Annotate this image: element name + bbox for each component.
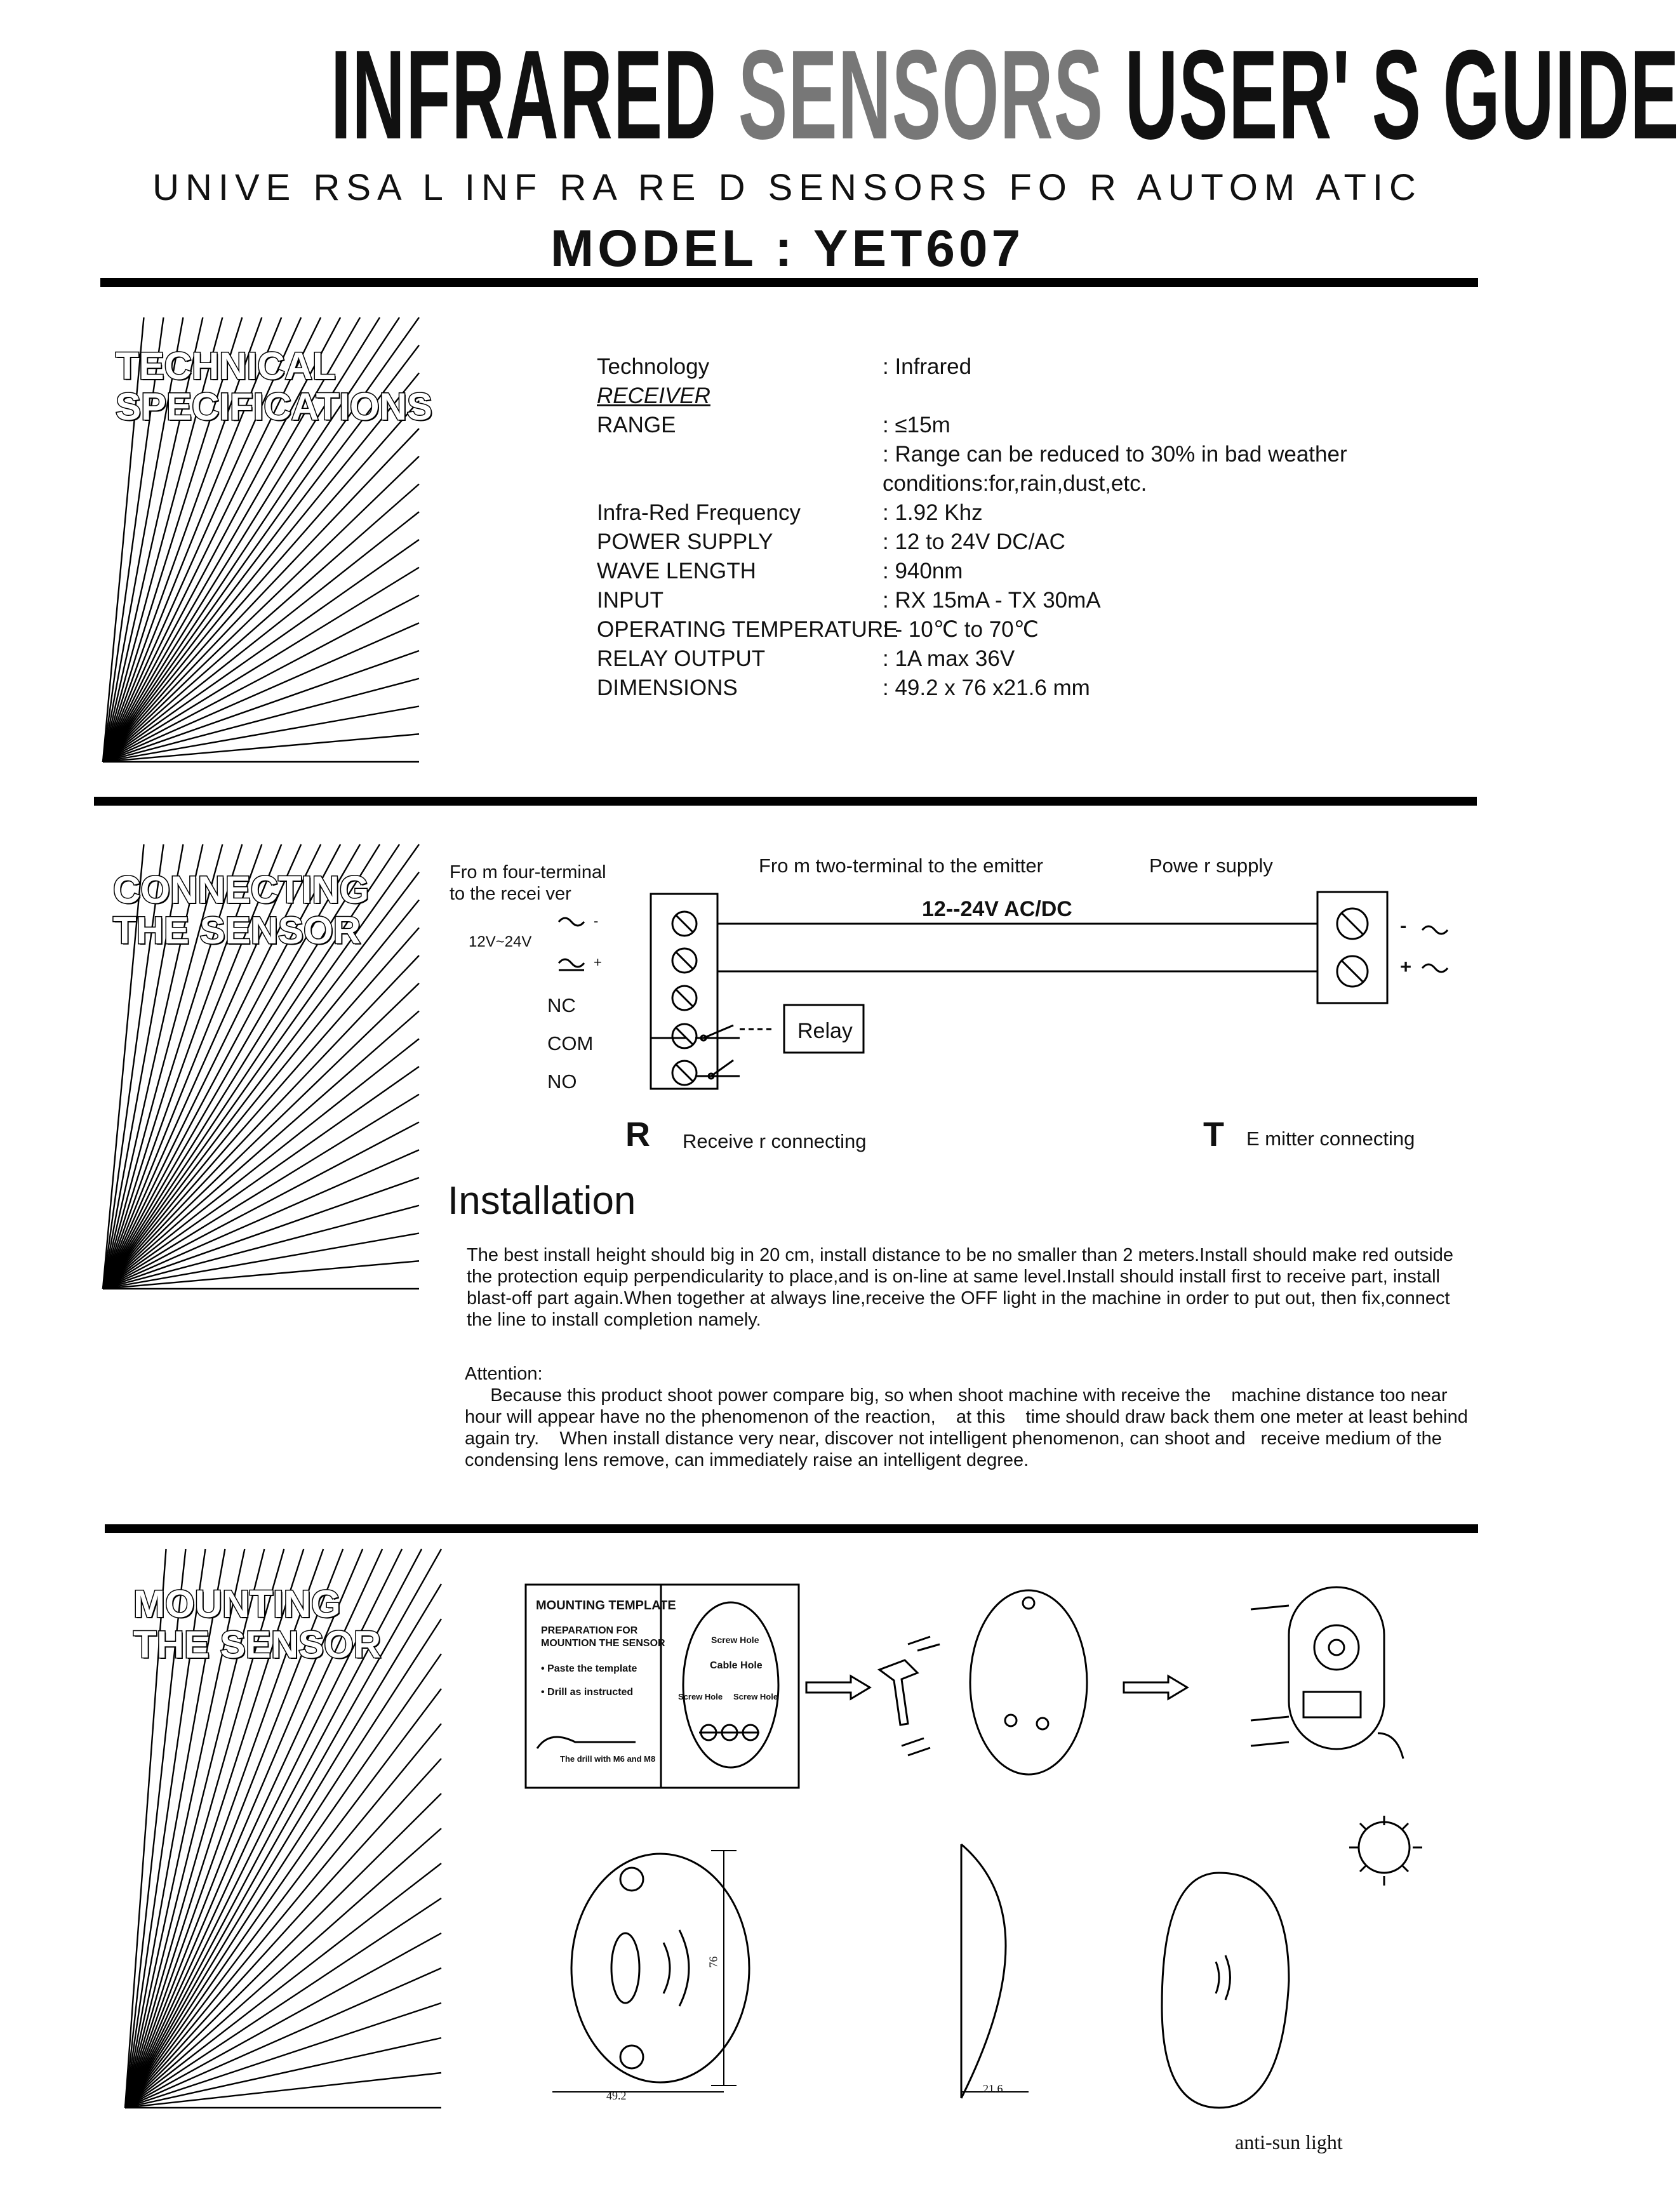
spec-value: : 1.92 Khz	[883, 500, 983, 525]
anti-sun-light-label: anti-sun light	[1235, 2131, 1343, 2153]
section-divider-2	[105, 1524, 1478, 1533]
label-com: COM	[547, 1032, 594, 1055]
installation-title: Installation	[448, 1179, 636, 1223]
spec-label: Technology	[597, 354, 710, 379]
arrow-icon	[806, 1676, 870, 1699]
dimension-depth: 21.6	[983, 2082, 1003, 2095]
receiver-connecting-label: Receive r connecting	[683, 1130, 867, 1152]
section-divider-1	[94, 797, 1477, 806]
model-number: MODEL : YET607	[550, 220, 1025, 277]
template-bullet1: • Paste the template	[541, 1663, 637, 1674]
hammer-icon	[879, 1660, 917, 1725]
spec-value: : ≤15m	[883, 413, 950, 437]
spec-label: WAVE LENGTH	[597, 559, 756, 583]
receiver-letter: R	[625, 1115, 650, 1154]
section-title-mounting: MOUNTING THE SENSOR	[133, 1583, 382, 1666]
label-voltage-range: 12V~24V	[469, 933, 532, 950]
screw-hole-right: Screw Hole	[733, 1692, 778, 1701]
template-sub2: MOUNTION THE SENSOR	[541, 1638, 665, 1649]
label-from-four-terminal: Fro m four-terminal	[450, 862, 606, 882]
sensor-front-view	[571, 1854, 749, 2082]
emitter-letter: T	[1203, 1115, 1224, 1154]
dimension-height: 76	[707, 1956, 720, 1968]
dimension-drawings	[540, 1835, 1429, 2101]
label-voltage: 12--24V AC/DC	[922, 897, 1072, 921]
mounting-steps-illustration	[806, 1574, 1441, 1803]
spec-value: : Range can be reduced to 30% in bad weather	[883, 442, 1347, 467]
label-from-two-terminal: Fro m two-terminal to the emitter	[759, 855, 1043, 877]
attention-paragraph: Because this product shoot power compare big, so when shoot machine with receive the machine distance too near hour will appear have no the phenomenon of the reaction, at this time should draw back them one meter at least behind again try. When install distance very near, discover not intelligent phenomenon, can shoot and receive medium of the condensing lens remove, can immediately raise an intelligent degree.	[465, 1385, 1473, 1470]
spec-value: : 12 to 24V DC/AC	[883, 529, 1065, 554]
section-title-connecting: CONNECTING THE SENSOR	[113, 868, 370, 952]
minus-sign-tx: -	[1400, 914, 1407, 936]
spec-value: : 49.2 x 76 x21.6 mm	[883, 675, 1090, 700]
spec-label: RECEIVER	[597, 383, 710, 408]
spec-value: : - 10℃ to 70℃	[883, 617, 1039, 642]
spec-label: OPERATING TEMPERATURE	[597, 617, 898, 642]
plus-sign-tx: +	[1400, 955, 1412, 978]
header-divider	[100, 278, 1478, 287]
document-subtitle: UNIVE RSA L INF RA RE D SENSORS FO R AUTOM ATIC	[152, 167, 1422, 208]
attention-label: Attention:	[465, 1364, 543, 1384]
installation-paragraph: The best install height should big in 20 cm, install distance to be no smaller than 2 meters.Install should make red outside the protection equip perpendicularity to place,and is on-line at same level.Install should install first to receive part, install blast-off part again.When together at always line,receive the OFF light in the machine in order to put out, then fix,connect the line to install completion namely.	[467, 1245, 1453, 1330]
sensor-angled-view	[1162, 1873, 1289, 2108]
section-title-technical-specifications: TECHNICAL SPECIFICATIONS	[116, 345, 432, 428]
spec-label: DIMENSIONS	[597, 675, 738, 700]
spec-value: : Infrared	[883, 354, 972, 379]
template-title: MOUNTING TEMPLATE	[536, 1599, 676, 1613]
spec-label: Infra-Red Frequency	[597, 500, 801, 525]
label-nc: NC	[547, 994, 576, 1016]
label-to-receiver: to the recei ver	[450, 884, 571, 904]
arrow-icon-2	[1124, 1676, 1187, 1699]
spec-value: : 1A max 36V	[883, 646, 1015, 671]
screw-hole-top: Screw Hole	[711, 1635, 759, 1645]
template-bullet2: • Drill as instructed	[541, 1687, 634, 1698]
drill-note: The drill with M6 and M8	[560, 1754, 656, 1764]
spec-value: : 940nm	[883, 559, 963, 583]
screw-hole-left: Screw Hole	[678, 1692, 723, 1701]
spec-label: INPUT	[597, 588, 663, 613]
spec-label: RANGE	[597, 413, 676, 437]
label-power-supply: Powe r supply	[1149, 855, 1273, 877]
spec-value: conditions:for,rain,dust,etc.	[883, 471, 1147, 496]
emitter-connecting-label: E mitter connecting	[1246, 1128, 1415, 1150]
label-no: NO	[547, 1070, 577, 1093]
minus-sign-rx: -	[594, 913, 599, 929]
dimension-width: 49.2	[606, 2089, 627, 2102]
plus-sign-rx: +	[594, 954, 602, 970]
sensor-side-view	[961, 1844, 1006, 2098]
document-title: INFRARED SENSORS USER' S GUIDE	[330, 24, 1680, 166]
spec-value: : RX 15mA - TX 30mA	[883, 588, 1101, 613]
spec-label: RELAY OUTPUT	[597, 646, 766, 671]
mounting-plate	[970, 1590, 1087, 1774]
sensor-back-view	[1289, 1587, 1384, 1749]
template-sub1: PREPARATION FOR	[541, 1625, 638, 1636]
spec-label: POWER SUPPLY	[597, 529, 773, 554]
cable-hole: Cable Hole	[710, 1660, 763, 1671]
relay-label: Relay	[797, 1019, 853, 1043]
